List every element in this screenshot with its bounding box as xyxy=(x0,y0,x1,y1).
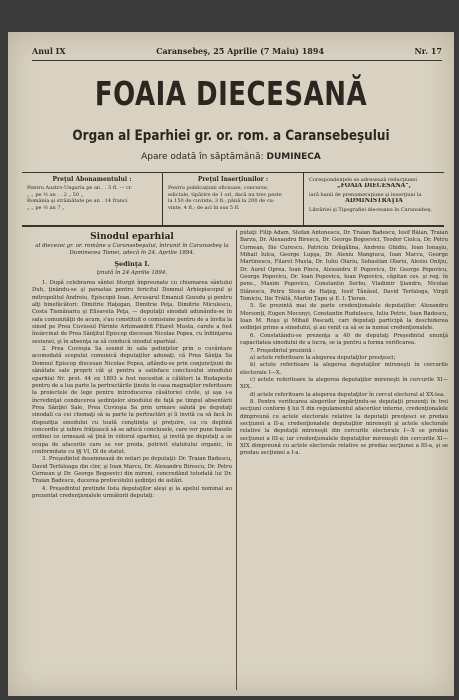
paragraph: 8. Pentru verificarea alegerilor împărţindu-se deputaţii prezenţi în trei secţiuni conform § lui 5 din regulamentul afacerilor interne, credenţionalele dimpreună cu actele electorale relative la deputaţii preoţesci se predau secţiunei a II-a; credenţionalele deputaţilor mireneşti şi actele electorale relative la deputaţii mireneşti din cercurile electorale I—X se predau secţiunei a III-a; iar credenţionalele deputaţilor mireneşti din cercurile XI—XIX dimpreună cu actele electorale relative se predau secţiunei a III-a, şi se predau secţiunei a I-a. xyxy=(240,398,448,457)
insertion-line: la 150 de cuvinte, 3 fl.; până la 200 de cu- xyxy=(168,198,275,205)
session-date: ţinută în 24 Aprilie 1894. xyxy=(96,269,168,276)
paragraph: a) actele referitoare la alegerea deputaţilor preoţesci; xyxy=(250,354,396,361)
insertion-line: Pentru publicaţiuni oficioase, concurse, xyxy=(168,185,269,192)
paragraph: d) actele referitoare la alegerea deputaţilor în cercul electoral al XX-lea. xyxy=(250,391,445,398)
paragraph: 7. Preşedintul prezintă : xyxy=(250,347,315,354)
section-subtitle: al diecezei gr. or. române a Caransebeşului, întrunit în Caransebeş la Duminecea Tomei, adecă în 24. Aprilie 1894. xyxy=(35,243,229,257)
paragraph: 4. Preşedintul pretinde lista deputaţilor aleşi şi la apelul nominal au prezentat credenţionalele următorii deputaţi: xyxy=(32,485,232,499)
newspaper-title: FOAIA DIECESANĂ xyxy=(94,76,368,114)
correspondence-line: iară banii de prenumeraţiune şi inserţiuni la xyxy=(309,191,422,198)
publication-frequency xyxy=(8,152,454,162)
session-heading: Şedinţa I. xyxy=(114,260,150,269)
subscription-line: „ „ pe ½ an 7 „ xyxy=(27,204,65,211)
subscription-heading: Preţul Abonamentului : xyxy=(52,176,132,183)
paragraph: b) actele referitoare la alegerea deputaţilor mireneşti în cercurile electorale I—X. xyxy=(240,362,448,376)
frequency-prefix: Apare odată în săptămână: xyxy=(141,152,264,162)
correspondence-line: Corespondenţele se adresează redacţiunei xyxy=(309,177,417,183)
paragraph: 2. Prea Cuvioşia Sa sosind în sala şedinţelor prin o cuvântare acomodată scopului comunică deputaţilor adunaţi, că Prea Sânţia Sa Domnul Episcop diecesan Nicolae Popea, aflându-se prin conjuncţiuni de sănătate sale proprii cât şi pentru a satisface conclusului sinodului eparhial Nr. prot. 44 ex 1893 a fost necesitat a călători la Budapesta pentru de a lua parte la pertractările ţinute în casa magnaţilor referitoare la proiectele de lege pentru introducerea căsătoriei civile, şi aşa i-a încredinţat conducerea şedinţelor sinodului de faţă pe timpul absentării Prea Sânţiei Sale, Prea Cuvioşia Sa prin urmare salută pe deputaţi sinodali ca cei chemaţi să ia parte la pertractări şi îi invită ca să facă în dispoziţia sinodului cu toată conştiinţa şi preţuire, ca cu deplină concordie şi iubire frăţească să se aducă conclusele, care vor pune basele ordinei ce urmează să ţină în viitorul eparhiei, şi invită pe deputaţi a se ocupa de afacerile care se vor preda, potrivit statutului organic, în conformitate cu §§ VI, IX de statut. xyxy=(32,346,232,455)
paragraph: 5. Se prezintă mai de parte credenţionalele deputaţilor: Alexandru Morsonţi, Eugen Moconyi, Constantin Rudulescu, Iuliu Petric, Ioan Badescu, Ioan M. Roşu şi Mihail Pascadi, cari deputaţi participă la deschiderea sedinţei prime a sinodului, şi au venit ca să se ia numai credenţionalele. xyxy=(240,303,448,332)
newspaper-subtitle: Organ al Eparhiei gr. or. rom. a Caransebeşului xyxy=(72,128,390,144)
insertion-line: edictale, tipărire de 1 ori, dacă nu trec peste xyxy=(168,191,282,198)
paragraph: c) actele referitoare la alegerea deputaţilor mireneşti în cercurile XI—XIX. xyxy=(240,376,448,391)
section-title: Sinodul eparhial xyxy=(90,232,174,242)
correspondence-info xyxy=(304,173,444,225)
place-date: Caransebeş, 25 Aprilie (7 Maiu) 1894 xyxy=(156,46,325,56)
insertion-prices xyxy=(163,173,304,225)
subscription-prices xyxy=(22,173,163,225)
insertion-line: vinte, 4 fl.; de aci în sus 5 fl. xyxy=(168,204,240,211)
subscription-line: România şi străinătate pe an . 14 franci xyxy=(27,198,128,205)
correspondence-line: Librăriei şi Tipografiei diecesane în Caransebeş. xyxy=(309,206,433,213)
insertion-heading: Preţul Inserţiunilor : xyxy=(197,176,269,183)
year-label: Anul IX xyxy=(32,46,66,56)
subscription-line: Pentru Austro-Ungaria pe an . . 5 fl. — cr. xyxy=(27,185,133,192)
paragraph: 3. Preşedintul desemnează de notari pe deputaţii: Dr. Traian Badescu, David Terfaloaga din cler, şi Ioan Marcu, Dr. Alexandru Birescu, Dr. Petru Cornean şi Dr. George Bogoevici din mireni, concredând totodată lui Dr. Traian Badescu, ducerea protocolului şedinţei de astăzi. xyxy=(32,456,232,485)
paragraph: 6. Constatându-se prezenţa a 40 de deputaţi Preşedintul enunţă capacitatea sinodului de a lucra, se ia pentru a forma verificarea. xyxy=(240,332,448,347)
issue-number: Nr. 17 xyxy=(414,46,442,56)
masthead-topline xyxy=(32,46,442,61)
column-divider xyxy=(236,230,237,690)
correspondence-line: ADMINISTRAŢIA xyxy=(345,198,403,205)
frequency-day: DUMINECA xyxy=(266,152,321,162)
paragraph: 1. După celebrarea sântei liturgii împreunate cu chiemarea sântului Duh, ţinându-se şi parastas pentru fericitul Domnul Arhiepiscopul şi mitropolitul Andreiu, Episcopii Ioan, Arcusarul Emanuil Gozsdu şi pentru alţi binefăcători: Dimitrie Haţegan, Dimitrie Peţa, Dimitrie Miculescu, Costa Tismănariu şi Elisaveta Peţa, — deputaţii sinodali adunându-se în sala comunităţii de acum, s'au constituit o comisiune pentru de a învita la sinod pe Prea Cuviosul Părinte Arhimandrit Filaret Musta, carele a fost însărcinat de Prea Sânţitul Episcop diecesan Nicolae Popea, cu înfiinţarea sesiunei, şi în absenţa sa să conducă sinodul eparhial. xyxy=(32,280,232,345)
subscription-line: „ „ pe ½ an . . 2 „ 50 „ xyxy=(27,191,84,198)
left-column xyxy=(32,230,232,690)
info-band xyxy=(22,172,444,227)
paragraph: putaţi: Filip Adam, Stefan Antonescu, Dr. Traian Badescu, Iosif Bălan, Traian Barzu, Dr. Alexandru Birescu, Dr. George Bogoevici, Teodor Ciolca, Dr. Petru Cornean, Ilie Curescu, Patriciu Drăgălina, Andreiu Ghidiu, Ioan Ionaşiu, Mihail Iulca, George Lupşa, Dr. Alexiu Mangiuca, Ioan Marcu, George Martinescu, Filaret Musta, Dr. Iuliu Olariu, Sebastian Olariu, Alexiu Oniţiu, Dr. Aurel Oprea, Ioan Pincu, Alexandru P. Popovicu, Dr. George Popovicu, George Popovicu, Dr. Ioan Popovicu, Ioan Popovicu, căpitan ces. şi reg. în pens., Maxim Popovicu, Constantin Serbu, Vladimir Şiandru, Nicolae Stănescu, Petru Stoica de Haţeg, Iosif Tânăsel, David Terfaloga, Virgil Tomiciu, Ilie Trăilă, Martin Ţapu şi E. I. Ţieran. xyxy=(240,230,448,303)
right-column xyxy=(240,230,448,690)
correspondence-line: „FOAIA DIECESANĂ“, xyxy=(337,183,411,190)
newspaper-page xyxy=(8,32,454,696)
